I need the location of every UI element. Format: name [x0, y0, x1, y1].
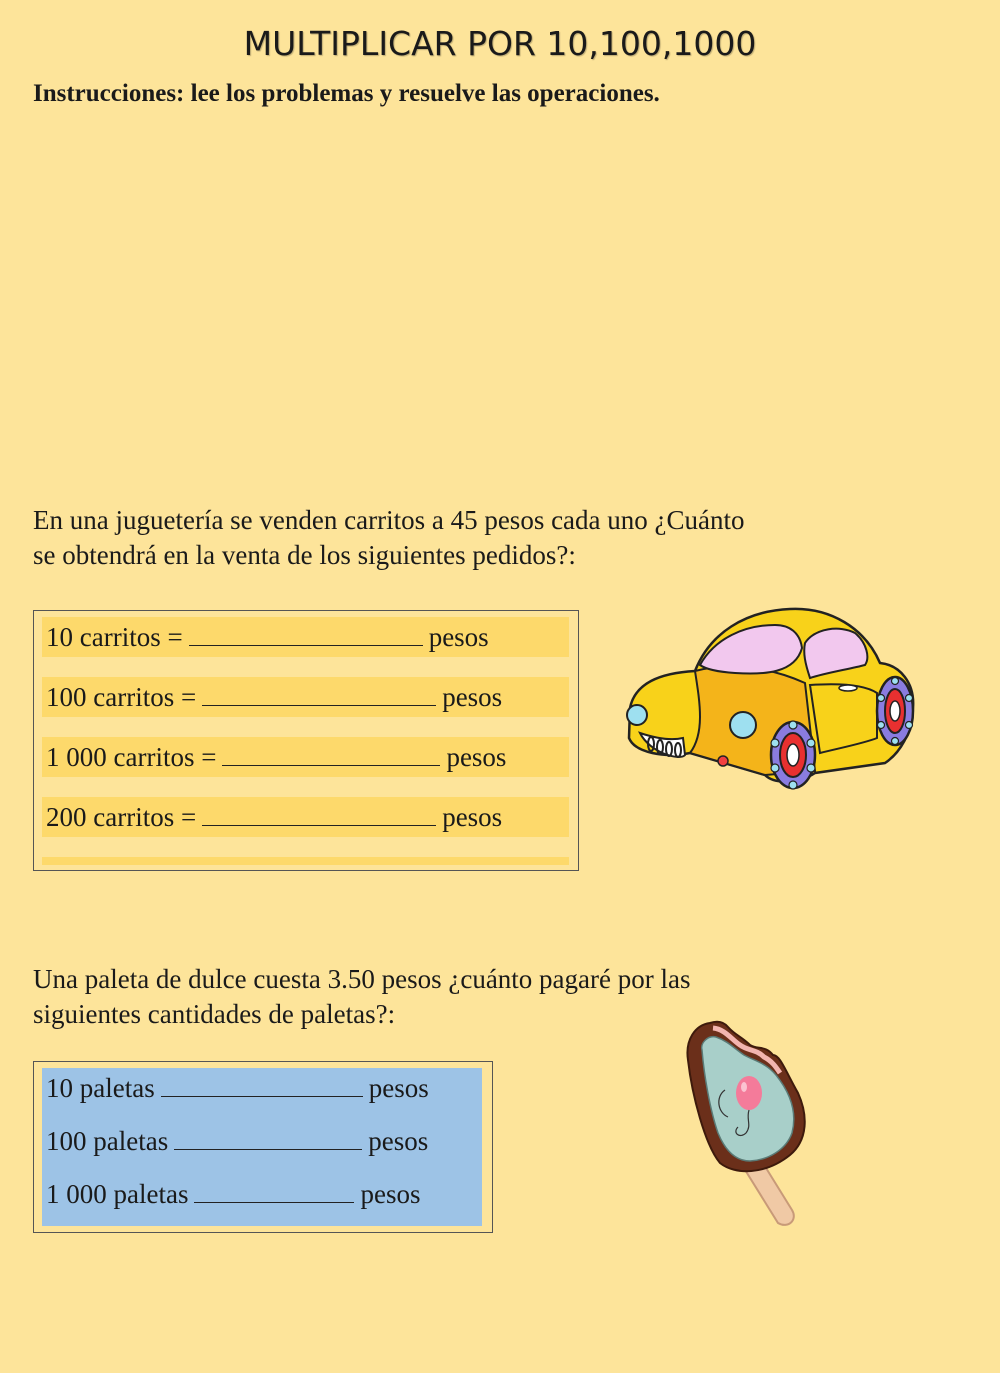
row-unit: pesos	[368, 1073, 429, 1103]
answer-input-1000-carritos[interactable]	[222, 739, 440, 766]
row-unit: pesos	[442, 682, 503, 712]
answer-input-10-paletas[interactable]	[161, 1070, 363, 1097]
popsicle-row-1000	[46, 1174, 420, 1214]
row-label: 10 paletas	[46, 1073, 155, 1103]
row-label: 10 carritos =	[46, 622, 183, 652]
answer-input-10-carritos[interactable]	[189, 619, 423, 646]
answer-input-100-paletas[interactable]	[174, 1123, 362, 1150]
row-unit: pesos	[360, 1179, 421, 1209]
row-label: 100 paletas	[46, 1126, 169, 1156]
popsicle-row-100	[46, 1121, 428, 1161]
car-row-200	[42, 797, 569, 837]
page-title: MULTIPLICAR POR 10,100,1000	[243, 24, 757, 63]
row-label: 200 carritos =	[46, 802, 197, 832]
car-row-10	[42, 617, 569, 657]
car-row-100	[42, 677, 569, 717]
car-row-1000	[42, 737, 569, 777]
popsicle-answers-box	[33, 1061, 493, 1233]
problem-2-text	[33, 962, 953, 1032]
empty-row	[42, 857, 569, 865]
row-label: 1 000 carritos =	[46, 742, 217, 772]
row-label: 100 carritos =	[46, 682, 197, 712]
problem-1-line-1: En una juguetería se venden carritos a 45 pesos cada uno ¿Cuánto	[33, 505, 745, 535]
problem-1-line-2: se obtendrá en la venta de los siguientes pedidos?:	[33, 540, 576, 570]
problem-2-line-1: Una paleta de dulce cuesta 3.50 pesos ¿cuánto pagaré por las	[33, 964, 691, 994]
row-unit: pesos	[442, 802, 503, 832]
car-answers-box	[33, 610, 579, 871]
answer-input-1000-paletas[interactable]	[194, 1176, 354, 1203]
answer-input-100-carritos[interactable]	[202, 679, 436, 706]
row-unit: pesos	[368, 1126, 429, 1156]
popsicle-row-10	[46, 1068, 429, 1108]
row-label: 1 000 paletas	[46, 1179, 189, 1209]
instructions: Instrucciones: lee los problemas y resuelve las operaciones.	[33, 80, 660, 107]
row-unit: pesos	[428, 622, 489, 652]
row-unit: pesos	[446, 742, 507, 772]
answer-input-200-carritos[interactable]	[202, 799, 436, 826]
blue-answer-area	[42, 1068, 482, 1226]
toy-car-icon	[615, 603, 920, 798]
problem-1-text	[33, 503, 953, 573]
popsicle-icon	[680, 1015, 810, 1230]
problem-2-line-2: siguientes cantidades de paletas?:	[33, 999, 396, 1029]
